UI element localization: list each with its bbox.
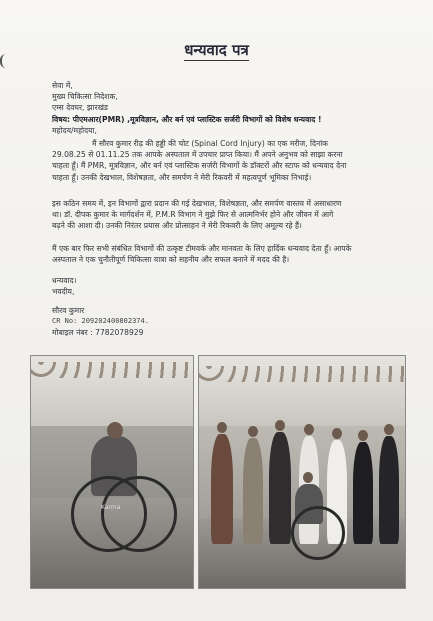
person-4-head bbox=[304, 424, 314, 435]
title-text: धन्यवाद पत्र bbox=[184, 41, 249, 59]
salutation: महोदय/महोदया, bbox=[52, 125, 97, 135]
p1-line-1: मैं सौरव कुमार रीढ़ की हड्डी की चोट (Spinal Cord Injury) का एक मरीज, दिनांक bbox=[92, 139, 328, 148]
person-1 bbox=[211, 434, 233, 544]
p1-line-3: चाहता हूँ। मैं PMR, मूत्रविज्ञान, और बर्न एवं प्लास्टिक सर्जरी विभागों के डॉक्टरों और स्टाफ को धन्यवाद देना bbox=[52, 161, 347, 171]
wheelchair-brand: Karma bbox=[101, 504, 121, 511]
address-line-2: मुख्य चिकित्सा निदेशक, bbox=[52, 92, 118, 102]
group-photo bbox=[198, 355, 406, 589]
address-line-1: सेवा में, bbox=[52, 81, 73, 90]
wheelchair-photo bbox=[30, 355, 194, 589]
person-5-head bbox=[332, 428, 342, 439]
person-2 bbox=[243, 438, 263, 544]
p3-line-2: अस्पताल ने एक चुनौतीपूर्ण चिकित्सा यात्रा को सहनीय और सफल बनाने में मदद की है। bbox=[52, 255, 290, 265]
person-7 bbox=[379, 436, 399, 544]
subject-line: विषय: पीएमआर(PMR) ,मूत्रविज्ञान, और बर्न एवं प्लास्टिक सर्जरी विभागों को विशेष धन्यवाद ! bbox=[52, 114, 322, 124]
paragraph-3 bbox=[52, 243, 414, 265]
person-6 bbox=[353, 442, 373, 544]
closing-regards: भवदीय, bbox=[52, 287, 75, 297]
closing-block bbox=[52, 275, 414, 297]
person-6-head bbox=[358, 430, 368, 441]
patient-head bbox=[107, 422, 123, 439]
closing-thanks: धन्यवाद। bbox=[52, 276, 77, 285]
signature-cr-no: CR No: 209202400802374. bbox=[52, 317, 149, 326]
person-7-head bbox=[384, 424, 394, 435]
p3-line-1: मैं एक बार फिर सभी संबंधित विभागों की उत्कृष्ट टीमवर्क और मानवता के लिए हार्दिक धन्यवाद देता हूँ। आपके bbox=[52, 244, 352, 253]
address-block bbox=[52, 80, 414, 136]
signature-mobile: मोबाइल नंबर : 7782078929 bbox=[52, 328, 144, 338]
group-wheelchair-wheel bbox=[291, 506, 345, 560]
signature-block bbox=[52, 305, 414, 339]
p2-line-2: था। डॉ. दीपक कुमार के मार्गदर्शन में, P.M.R विभाग ने मुझे फिर से आत्मनिर्भर होने और जीवन में आगे bbox=[52, 210, 334, 220]
person-1-head bbox=[217, 422, 227, 433]
p1-line-2: 29.08.25 से 01.11.25 तक आपके अस्पताल में उपचार प्राप्त किया। मैं अपने अनुभव को साझा करना bbox=[52, 150, 343, 160]
address-line-3: एम्स देवघर, झारखंड bbox=[52, 103, 108, 113]
signature-name: सौरव कुमार bbox=[52, 306, 85, 315]
ward-garland bbox=[199, 366, 405, 382]
person-3-head bbox=[275, 420, 285, 431]
page-title bbox=[0, 40, 433, 60]
person-3 bbox=[269, 432, 291, 544]
p2-line-3: बढ़ने की आशा दी। उनकी निरंतर प्रयास और प्रोत्साहन ने मेरी रिकवरी के लिए अमूल्य रहे हैं। bbox=[52, 221, 302, 231]
seated-patient-head bbox=[303, 472, 313, 483]
wheelchair-wheel-right bbox=[101, 476, 177, 552]
p1-line-4: चाहता हूँ। उनकी देखभाल, विशेषज्ञता, और समर्पण ने मेरी रिकवरी में महत्वपूर्ण भूमिका निभाई। bbox=[52, 172, 312, 182]
decor-garland bbox=[31, 362, 193, 378]
paragraph-1 bbox=[52, 138, 414, 183]
p2-line-1: इस कठिन समय में, इन विभागों द्वारा प्रदान की गई देखभाल, विशेषज्ञता, और समर्पण वास्तव में असाधारण bbox=[52, 199, 342, 208]
person-2-head bbox=[248, 426, 258, 437]
paragraph-2 bbox=[52, 198, 414, 232]
